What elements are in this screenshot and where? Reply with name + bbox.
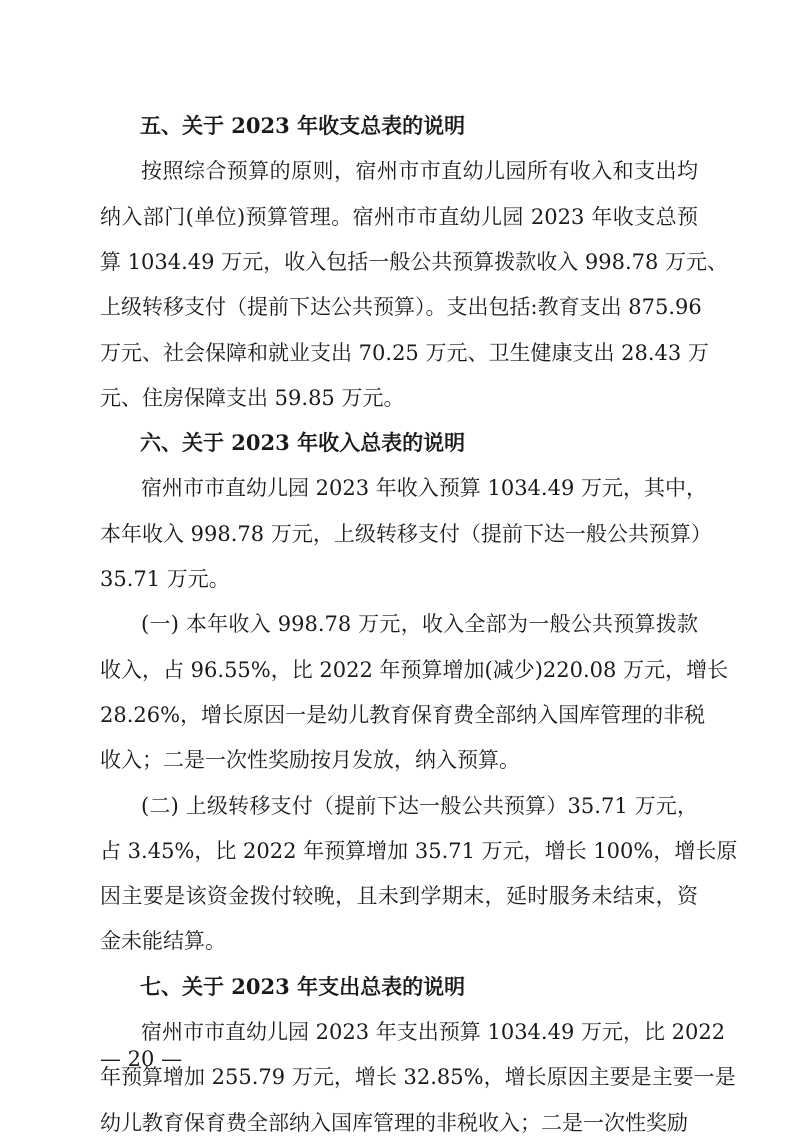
paragraph-line: (二) 上级转移支付（提前下达一般公共预算）35.71 万元，	[141, 794, 698, 818]
paragraph-line: 上级转移支付（提前下达公共预算）。支出包括:教育支出 875.96	[100, 295, 702, 319]
page-number: — 20 —	[100, 1047, 183, 1071]
paragraph-line: 35.71 万元。	[100, 567, 230, 591]
paragraph-line: 收入，占 96.55%，比 2022 年预算增加(减少)220.08 万元，增长	[100, 658, 729, 682]
paragraph-line: 按照综合预算的原则，宿州市市直幼儿园所有收入和支出均	[141, 159, 698, 183]
paragraph-line: 28.26%，增长原因一是幼儿教育保育费全部纳入国库管理的非税	[100, 703, 706, 727]
paragraph-line: 金未能结算。	[100, 929, 226, 953]
paragraph-line: 幼儿教育保育费全部纳入国库管理的非税收入；二是一次性奖励	[100, 1111, 688, 1135]
section-heading: 六、关于 2023 年收入总表的说明	[140, 430, 466, 455]
paragraph-line: 本年收入 998.78 万元，上级转移支付（提前下达一般公共预算）	[100, 522, 712, 546]
paragraph-line: 算 1034.49 万元，收入包括一般公共预算拨款收入 998.78 万元、	[100, 250, 729, 274]
paragraph-line: 宿州市市直幼儿园 2023 年支出预算 1034.49 万元，比 2022	[141, 1020, 726, 1044]
section-heading: 五、关于 2023 年收支总表的说明	[140, 113, 466, 138]
paragraph-line: 元、住房保障支出 59.85 万元。	[100, 386, 405, 410]
paragraph-line: 年预算增加 255.79 万元，增长 32.85%，增长原因主要是主要一是	[100, 1065, 736, 1089]
paragraph-line: 占 3.45%，比 2022 年预算增加 35.71 万元，增长 100%，增长原	[100, 839, 738, 863]
paragraph-line: 因主要是该资金拨付较晚，且未到学期末，延时服务未结束，资	[100, 884, 698, 908]
paragraph-line: 宿州市市直幼儿园 2023 年收入预算 1034.49 万元，其中，	[141, 476, 707, 500]
paragraph-line: 纳入部门(单位)预算管理。宿州市市直幼儿园 2023 年收支总预	[100, 205, 698, 229]
paragraph-line: (一) 本年收入 998.78 万元，收入全部为一般公共预算拨款	[141, 612, 698, 636]
paragraph-line: 收入；二是一次性奖励按月发放，纳入预算。	[100, 748, 520, 772]
section-heading: 七、关于 2023 年支出总表的说明	[140, 974, 466, 999]
paragraph-line: 万元、社会保障和就业支出 70.25 万元、卫生健康支出 28.43 万	[100, 341, 709, 365]
